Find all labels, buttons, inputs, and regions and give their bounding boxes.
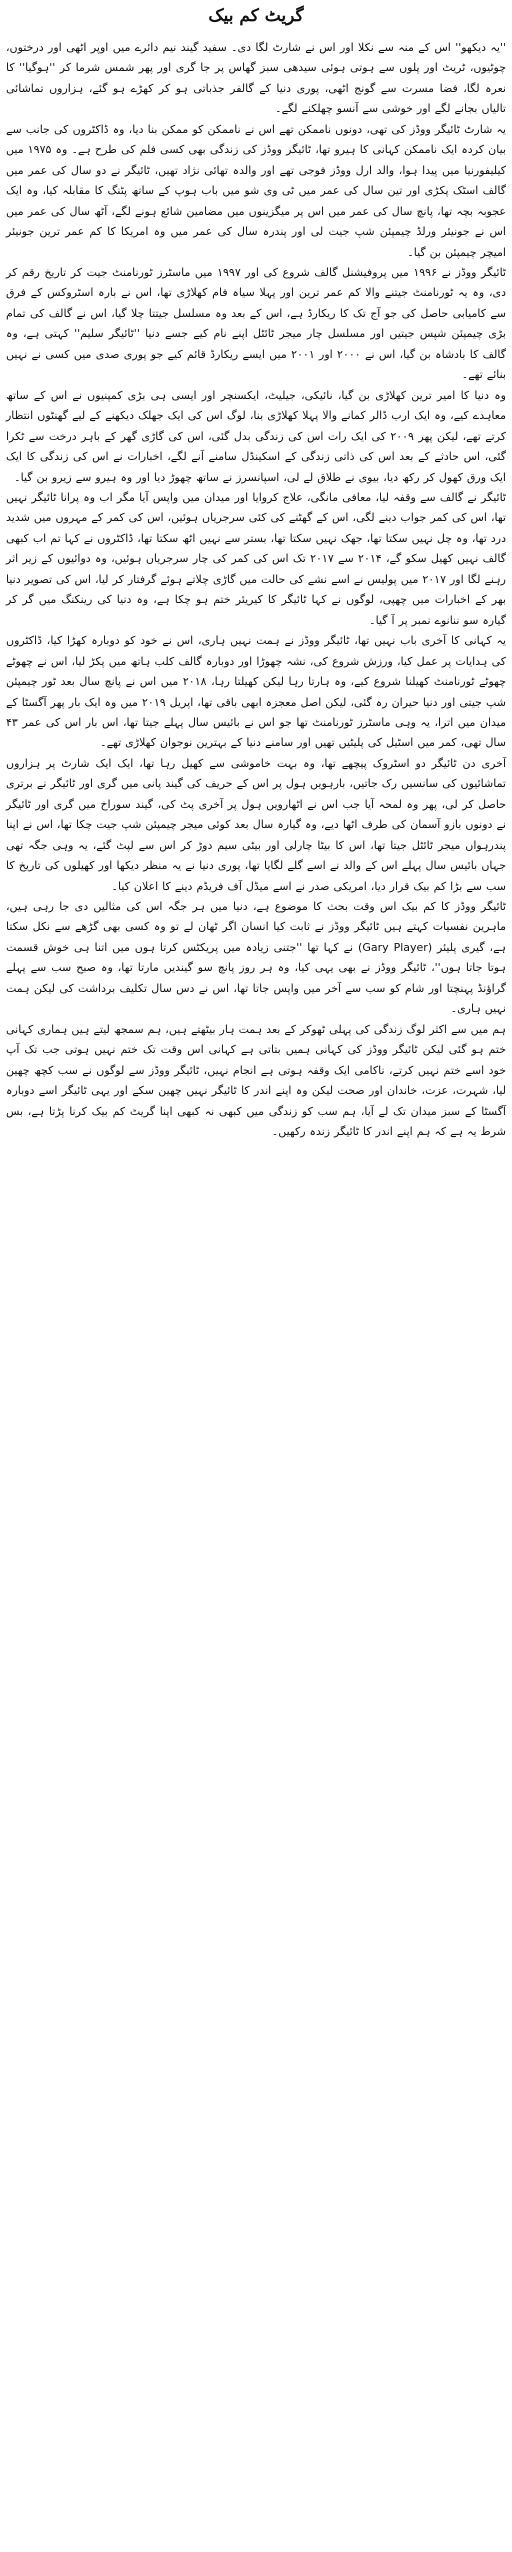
article-paragraph-3: ٹائیگر ووڈز نے ۱۹۹۶ میں پروفیشنل گالف شروع کی اور ۱۹۹۷ میں ماسٹرز ٹورنامنٹ جیت کر تاریخ رقم کر دی، وہ یہ ٹورنامنٹ جیتنے والا کم عمر ترین اور پہلا سیاہ فام کھلاڑی تھا، اس نے بارہ اسٹروکس کے فرق سے کامیابی حاصل کی جو آج تک کا ریکارڈ ہے، اس کے بعد وہ مسلسل جیتتا چلا گیا، اس نے گالف کی تمام بڑی چیمپئن شپس جیتیں اور مسلسل چار میجر ٹائٹل اپنے نام کیے جسے دنیا ''ٹائیگر سلیم'' کہتی ہے، وہ گالف کا بادشاہ بن گیا، اس نے ۲۰۰۰ اور ۲۰۰۱ میں ایسے ریکارڈ قائم کیے جو پوری صدی میں کسی نے نہیں بنائے تھے۔: [6, 265, 506, 382]
article-paragraph-2: یہ شارٹ ٹائیگر ووڈز کی تھی، دونوں ناممکن تھے اس نے ناممکن کو ممکن بنا دیا، وہ ڈاکٹروں کی جانب سے بیان کردہ ایک ناممکن کہانی کا ہیرو تھا، ٹائیگر ووڈز کی زندگی بھی کسی فلم کی طرح ہے۔ وہ ۱۹۷۵ میں کیلیفورنیا میں پیدا ہوا، والد ارل ووڈز فوجی تھے اور والدہ تھائی نژاد تھیں، ٹائیگر نے دو سال کی عمر میں گالف اسٹک پکڑی اور تین سال کی عمر میں ٹی وی شو میں باب ہوپ کے ساتھ پٹنگ کا مقابلہ کیا، وہ ایک عجوبہ بچہ تھا، پانچ سال کی عمر میں اس پر میگزینوں میں مضامین شائع ہونے لگے، آٹھ سال کی عمر میں اس نے جونیئر ورلڈ چیمپئن شپ جیت لی اور پندرہ سال کی عمر میں وہ امریکا کا کم عمر ترین جونیئر امیچر چیمپئن بن گیا۔: [6, 122, 506, 259]
article-paragraph-1: ''یہ دیکھو'' اس کے منہ سے نکلا اور اس نے شارٹ لگا دی۔ سفید گیند نیم دائرے میں اوپر اٹھی اور درختوں، چوٹیوں، ٹریٹ اور پلوں سے ہوتی ہوئی سیدھی سبز گھاس پر جا گری اور پھر شمس شرما کر ''ہوگیا'' کا نعرہ لگا، فضا مسرت سے گونج اٹھی، پوری دنیا کے گالفر جذباتی ہو کر کھڑے ہو گئے، ہزاروں تماشائی تالیاں بجانے لگے اور خوشی سے آنسو چھلکنے لگے۔: [6, 41, 506, 116]
article-body: [6, 38, 506, 1142]
article-paragraph-4: وہ دنیا کا امیر ترین کھلاڑی بن گیا، نائیکی، جیلیٹ، ایکسنچر اور ایسی ہی بڑی کمپنیوں نے اس کے ساتھ معاہدے کیے، وہ ایک ارب ڈالر کمانے والا پہلا کھلاڑی بنا، لوگ اس کی ایک جھلک دیکھنے کے لیے گھنٹوں انتظار کرتے تھے، لیکن پھر ۲۰۰۹ کی ایک رات اس کی زندگی بدل گئی، اس کی گاڑی گھر کے باہر درخت سے ٹکرا گئی، اس حادثے کے بعد اس کی ذاتی زندگی کے اسکینڈل سامنے آنے لگے، اخبارات نے اس کی زندگی کا ایک ایک ورق کھول کر رکھ دیا، بیوی نے طلاق لے لی، اسپانسرز نے ساتھ چھوڑ دیا اور وہ ہیرو سے زیرو بن گیا۔: [6, 388, 507, 484]
article-title: گریٹ کم بیک: [208, 6, 304, 26]
article-paragraph-9: ہم میں سے اکثر لوگ زندگی کی پہلی ٹھوکر کے بعد ہمت ہار بیٹھتے ہیں، ہم سمجھ لیتے ہیں ہماری کہانی ختم ہو گئی لیکن ٹائیگر ووڈز کی کہانی ہمیں بتاتی ہے کہانی اس وقت تک ختم نہیں ہوتی جب تک آپ خود اسے ختم نہیں کرتے، ناکامی ایک وقفہ ہوتی ہے انجام نہیں، ٹائیگر ووڈز سے لوگوں نے سب کچھ چھین لیا، شہرت، عزت، خاندان اور صحت لیکن وہ اپنے اندر کا ٹائیگر نہیں چھین سکے اور یہی ٹائیگر اسے دوبارہ آگسٹا کے سبز میدان تک لے آیا، ہم سب کو زندگی میں کبھی نہ کبھی اپنا گریٹ کم بیک کرنا پڑتا ہے، بس شرط یہ ہے کہ ہم اپنے اندر کا ٹائیگر زندہ رکھیں۔: [6, 1022, 506, 1139]
article-paragraph-6: یہ کہانی کا آخری باب نہیں تھا، ٹائیگر ووڈز نے ہمت نہیں ہاری، اس نے خود کو دوبارہ کھڑا کیا، ڈاکٹروں کی ہدایات پر عمل کیا، ورزش شروع کی، نشہ چھوڑا اور دوبارہ گالف کلب ہاتھ میں پکڑ لیا، اس نے چھوٹے چھوٹے ٹورنامنٹ کھیلنا شروع کیے، وہ ہارتا رہا لیکن کھیلتا رہا، ۲۰۱۸ میں اس نے پانچ سال بعد ٹور چیمپئن شپ جیتی اور دنیا حیران رہ گئی، لیکن اصل معجزہ ابھی باقی تھا، اپریل ۲۰۱۹ میں وہ ایک بار پھر آگسٹا کے میدان میں اترا، یہ وہی ماسٹرز ٹورنامنٹ تھا جو اس نے بائیس سال پہلے جیتا تھا، اس بار اس کی عمر ۴۳ سال تھی، کمر میں اسٹیل کی پلیٹیں تھیں اور سامنے دنیا کے بہترین نوجوان کھلاڑی تھے۔: [6, 634, 506, 750]
article-paragraph-8: ٹائیگر ووڈز کا کم بیک اس وقت بحث کا موضوع ہے، دنیا میں ہر جگہ اس کی مثالیں دی جا رہی ہیں، ماہرین نفسیات کہتے ہیں ٹائیگر ووڈز نے ثابت کیا انسان اگر ٹھان لے تو وہ کسی بھی گڑھے سے نکل سکتا ہے، گیری پلیئر (Gary Player) نے کہا تھا ''جتنی زیادہ میں پریکٹس کرتا ہوں میں اتنا ہی خوش قسمت ہوتا جاتا ہوں''، ٹائیگر ووڈز نے بھی یہی کیا، وہ ہر روز پانچ سو گیندیں مارتا تھا، وہ صبح سب سے پہلے گراؤنڈ پہنچتا اور شام کو سب سے آخر میں واپس جاتا تھا، اس نے دس سال تکلیف برداشت کی لیکن ہمت نہیں ہاری۔: [6, 900, 506, 1016]
article-paragraph-7: آخری دن ٹائیگر دو اسٹروک پیچھے تھا، وہ بہت خاموشی سے کھیل رہا تھا، ایک ایک شارٹ پر ہزاروں تماشائیوں کی سانسیں رک جاتیں، بارہویں ہول پر اس کے حریف کی گیند پانی میں گری اور ٹائیگر نے برتری حاصل کر لی، پھر وہ لمحہ آیا جب اس نے اٹھارویں ہول پر آخری پٹ کی، گیند سوراخ میں گری اور ٹائیگر نے دونوں بازو آسمان کی طرف اٹھا دیے، وہ گیارہ سال بعد کوئی میجر چیمپئن شپ جیت چکا تھا، اس نے اپنا پندرہواں میجر ٹائٹل جیتا تھا، اس کا بیٹا چارلی اور بیٹی سیم دوڑ کر اس سے لپٹ گئے، یہ وہی جگہ تھی جہاں بائیس سال پہلے اس کے والد نے اسے گلے لگایا تھا، پوری دنیا نے یہ منظر دیکھا اور کھیلوں کی تاریخ کا سب سے بڑا کم بیک قرار دیا، امریکی صدر نے اسے میڈل آف فریڈم دینے کا اعلان کیا۔: [6, 756, 506, 893]
article-paragraph-5: ٹائیگر نے گالف سے وقفہ لیا، معافی مانگی، علاج کروایا اور میدان میں واپس آیا مگر اب وہ پرانا ٹائیگر نہیں تھا، اس کی کمر جواب دینے لگی، اس کے گھٹنے کی کئی سرجریاں ہوئیں، اس کی کمر کے مہروں میں شدید درد تھا، وہ چل نہیں سکتا تھا، جھک نہیں سکتا تھا، بستر سے نہیں اٹھ سکتا تھا، ڈاکٹروں نے کہا تم اب کبھی گالف نہیں کھیل سکو گے، ۲۰۱۴ سے ۲۰۱۷ تک اس کی کمر کی چار سرجریاں ہوئیں، وہ دوائیوں کے زیر اثر رہنے لگا اور ۲۰۱۷ میں پولیس نے اسے نشے کی حالت میں گاڑی چلاتے ہوئے گرفتار کر لیا، اس کی تصویر دنیا بھر کے اخبارات میں چھپی، لوگوں نے کہا ٹائیگر کا کیریئر ختم ہو چکا ہے، وہ دنیا کی رینکنگ میں گر کر گیارہ سو ننانوے نمبر پر آ گیا۔: [6, 490, 506, 627]
